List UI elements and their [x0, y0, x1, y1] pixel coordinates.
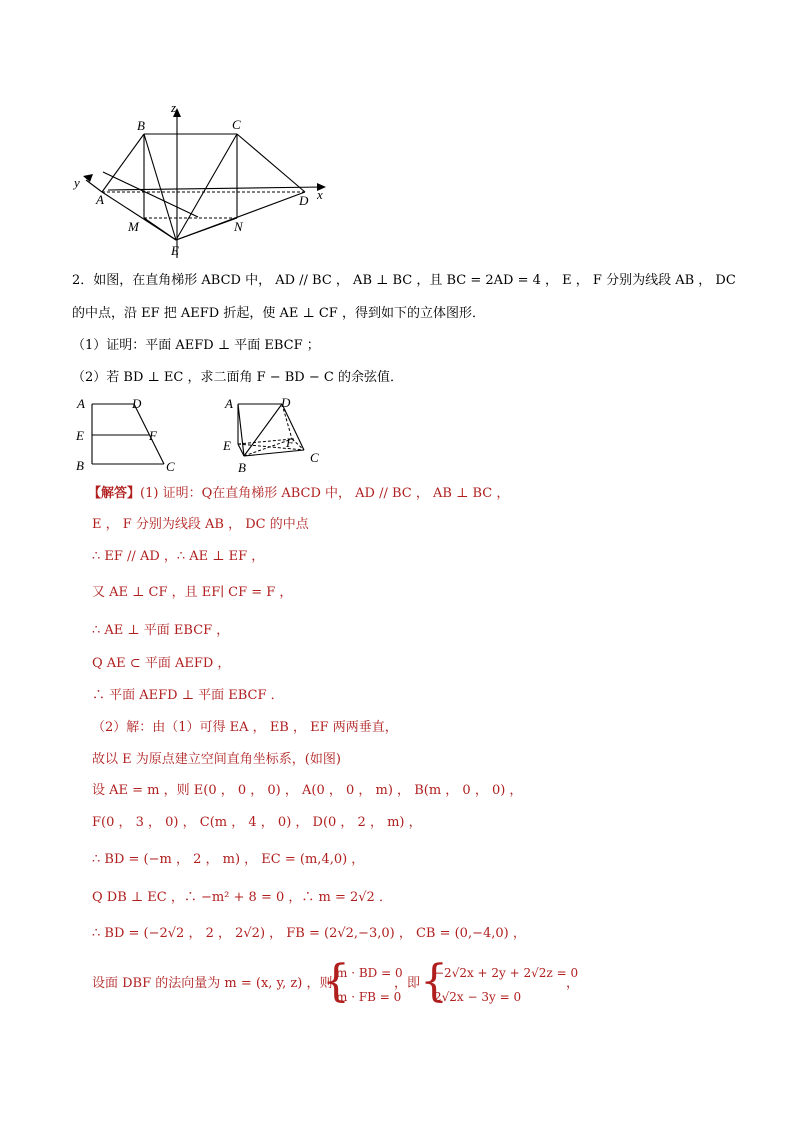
- trap-label-F: F: [149, 428, 157, 443]
- label-N: N: [234, 219, 243, 234]
- label-y: y: [74, 175, 80, 190]
- system-1-top: m · BD = 0: [336, 966, 403, 980]
- solution-line-15a: 设面 DBF 的法向量为 m = (x, y, z) ，则: [92, 976, 333, 991]
- solution-line-7: ∴ 平面 AEFD ⊥ 平面 EBCF ．: [92, 688, 284, 703]
- problem-line-1: 2．如图，在直角梯形 ABCD 中， AD // BC ， AB ⊥ BC ，且 BC = 2AD = 4 ， E ， F 分别为线段 AB ， DC: [72, 273, 736, 288]
- problem-line-2: 的中点，沿 EF 把 AEFD 折起，使 AE ⊥ CF ，得到如下的立体图形．: [72, 306, 485, 321]
- question-2: （2）若 BD ⊥ EC ，求二面角 F − BD − C 的余弦值．: [72, 370, 403, 385]
- label-E: E: [171, 243, 179, 258]
- label-M: M: [128, 219, 139, 234]
- solid-label-F: F: [286, 435, 294, 450]
- brace-1-icon: {: [322, 956, 350, 1007]
- system-1-bottom: m · FB = 0: [336, 990, 402, 1004]
- label-x: x: [317, 187, 323, 202]
- solution-line-14: ∴ BD = (−2√2 ， 2 ， 2√2) ， FB = (2√2,−3,0) ， CB = (0,−4,0) ，: [92, 926, 526, 941]
- label-z: z: [171, 100, 177, 115]
- folded-solid-diagram: [218, 392, 328, 477]
- solution-line-12: ∴ BD = (−m ， 2 ， m) ， EC = (m,4,0) ，: [92, 852, 365, 867]
- system-2-top: −2√2x + 2y + 2√2z = 0: [434, 966, 579, 980]
- solution-line-1-text: (1) 证明：Q在直角梯形 ABCD 中， AD // BC ， AB ⊥ BC ，: [140, 486, 510, 501]
- solution-line-15c: ，: [566, 976, 580, 991]
- solid-label-C: C: [310, 450, 319, 465]
- label-B: B: [137, 118, 145, 133]
- trap-label-E: E: [76, 428, 84, 443]
- question-1: （1）证明：平面 AEFD ⊥ 平面 EBCF ；: [72, 338, 320, 353]
- solid-label-D: D: [281, 395, 291, 410]
- solid-label-A: A: [225, 396, 233, 411]
- label-A: A: [96, 192, 104, 207]
- solution-line-1: [88, 486, 509, 502]
- solution-line-4: 又 AE ⊥ CF ，且 EF∣ CF = F ，: [92, 585, 293, 600]
- label-C: C: [232, 117, 241, 132]
- solid-label-E: E: [223, 438, 231, 453]
- coordinate-diagram: [68, 100, 340, 260]
- label-D: D: [299, 193, 309, 208]
- solution-line-3: ∴ EF // AD ，∴ AE ⊥ EF ，: [92, 549, 265, 564]
- solution-line-13: Q DB ⊥ EC ，∴ −m² + 8 = 0 ，∴ m = 2√2 ．: [92, 890, 392, 905]
- solution-line-11: F(0 ， 3 ， 0) ， C(m ， 4 ， 0) ， D(0 ， 2 ， m) ，: [92, 815, 422, 830]
- solid-label-B: B: [238, 460, 246, 475]
- solution-line-5: ∴ AE ⊥ 平面 EBCF ，: [92, 623, 230, 638]
- system-2-bottom: 2√2x − 3y = 0: [434, 990, 522, 1004]
- solution-line-2: E ， F 分别为线段 AB ， DC 的中点: [92, 517, 309, 532]
- trap-label-C: C: [166, 459, 175, 474]
- trap-label-D: D: [132, 396, 142, 411]
- trap-label-A: A: [77, 396, 85, 411]
- trap-label-B: B: [76, 458, 84, 473]
- solution-line-15b: ，即: [394, 976, 421, 991]
- y-arrow-icon: [83, 174, 93, 182]
- brace-2-icon: {: [420, 956, 448, 1007]
- solution-line-9: 故以 E 为原点建立空间直角坐标系，(如图): [92, 752, 341, 767]
- solution-line-6: Q AE ⊂ 平面 AEFD ，: [92, 656, 231, 671]
- solution-line-8: （2）解：由（1）可得 EA ， EB ， EF 两两垂直，: [92, 720, 398, 735]
- trapezoid-diagram: [70, 394, 190, 474]
- y-axis: [103, 172, 198, 217]
- solution-line-10: 设 AE = m ，则 E(0 ， 0 ， 0) ， A(0 ， 0 ， m) ， B(m ， 0 ， 0) ，: [92, 783, 523, 798]
- solution-tag: 【解答】: [88, 486, 141, 501]
